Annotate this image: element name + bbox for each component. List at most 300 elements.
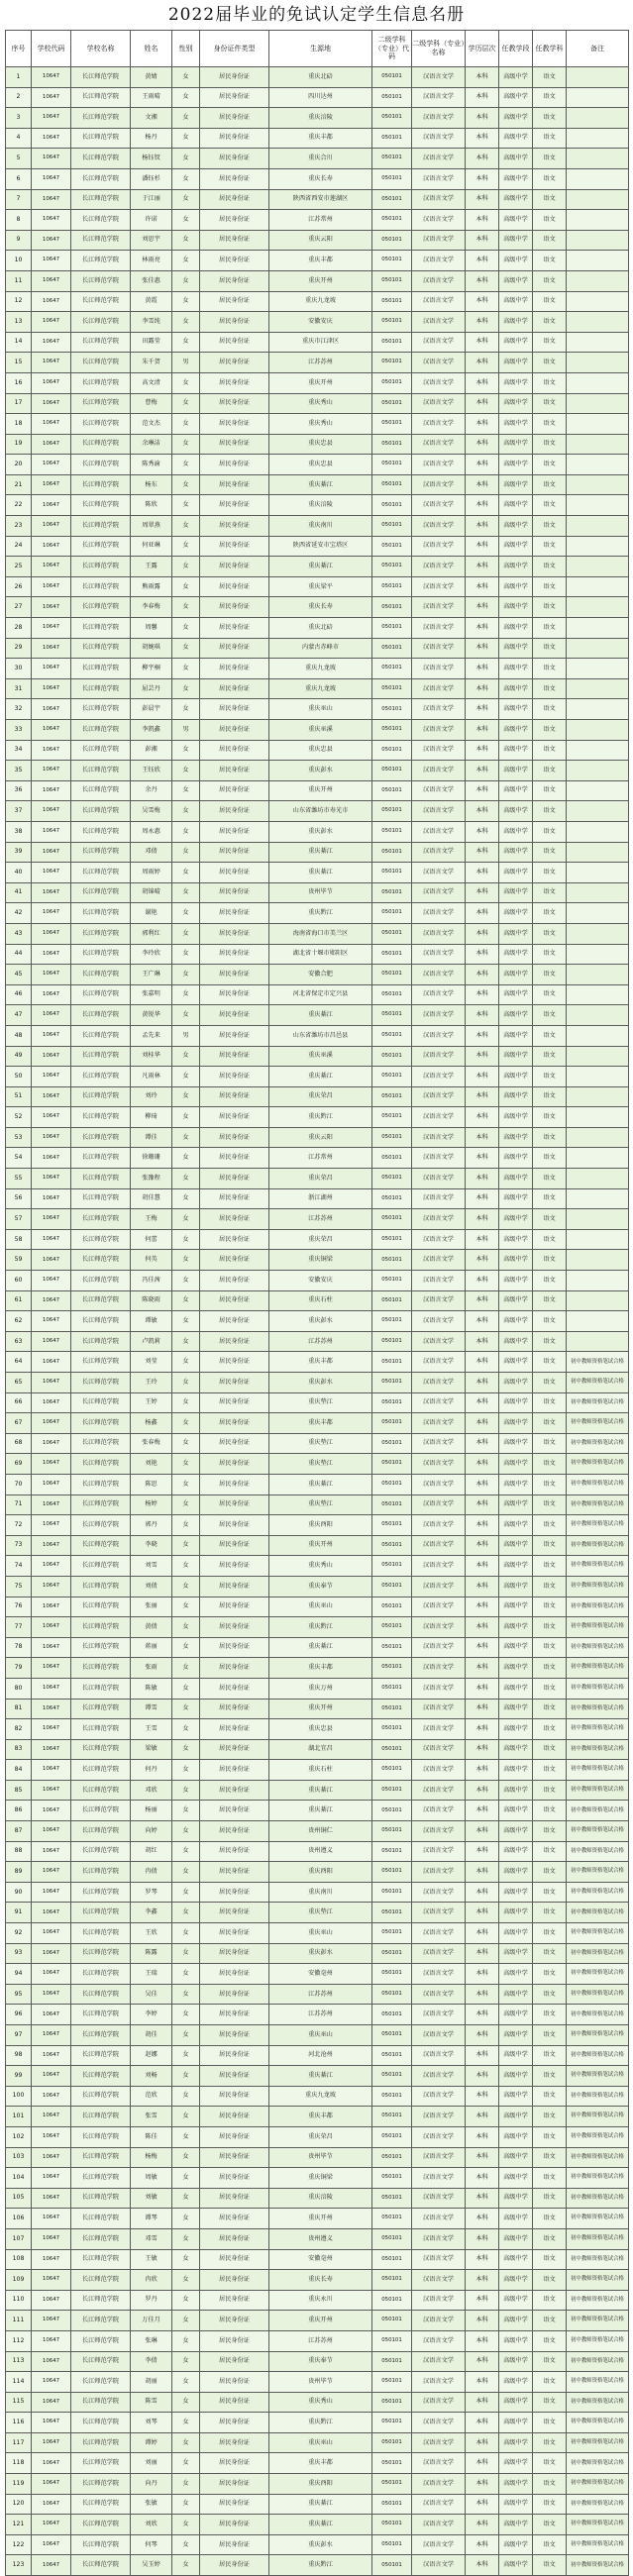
cell-name: 王瑞 (131, 1964, 172, 1985)
cell-major-code: 050101 (372, 944, 412, 965)
cell-school-name: 长江师范学院 (71, 270, 131, 291)
cell-major-code: 050101 (372, 1373, 412, 1393)
cell-teaching-level: 高级中学 (499, 1127, 533, 1148)
cell-name: 徐珊珊 (131, 1148, 172, 1169)
table-row (6, 108, 629, 129)
cell-major-code: 050101 (372, 903, 412, 924)
cell-gender: 女 (172, 557, 200, 577)
cell-id-type: 居民身份证 (200, 2005, 269, 2025)
cell-school-name: 长江师范学院 (71, 536, 131, 557)
cell-origin: 重庆綦江 (269, 842, 372, 863)
cell-school-name: 长江师范学院 (71, 1025, 131, 1046)
cell-school-name: 长江师范学院 (71, 557, 131, 577)
cell-origin: 重庆垫江 (269, 1903, 372, 1923)
cell-degree-level: 本科 (466, 1271, 499, 1291)
cell-teaching-subject: 语文 (533, 434, 567, 455)
cell-index: 71 (6, 1494, 32, 1515)
cell-major-name: 汉语言文学 (412, 2311, 466, 2331)
cell-gender: 女 (172, 1107, 200, 1128)
cell-major-name: 汉语言文学 (412, 618, 466, 639)
cell-id-type: 居民身份证 (200, 1086, 269, 1107)
cell-remarks (567, 842, 629, 863)
cell-remarks: 初中教师资格笔试合格 (567, 1658, 629, 1679)
cell-major-name: 汉语言文学 (412, 780, 466, 801)
cell-index: 81 (6, 1699, 32, 1719)
cell-id-type: 居民身份证 (200, 2413, 269, 2433)
cell-teaching-subject: 语文 (533, 516, 567, 537)
cell-teaching-subject: 语文 (533, 1699, 567, 1719)
cell-origin: 重庆巫山 (269, 1923, 372, 1944)
cell-major-code: 050101 (372, 659, 412, 679)
cell-school-name: 长江师范学院 (71, 2515, 131, 2535)
cell-name: 陈欣 (131, 495, 172, 516)
cell-origin: 重庆开州 (269, 372, 372, 393)
cell-school-name: 长江师范学院 (71, 67, 131, 88)
cell-major-name: 汉语言文学 (412, 944, 466, 965)
cell-degree-level: 本科 (466, 1923, 499, 1944)
cell-name: 向丹 (131, 2474, 172, 2495)
cell-gender: 女 (172, 903, 200, 924)
cell-major-name: 汉语言文学 (412, 1760, 466, 1781)
cell-index: 44 (6, 944, 32, 965)
cell-gender: 女 (172, 2168, 200, 2189)
cell-name: 张雪 (131, 2107, 172, 2127)
table-row (6, 1780, 629, 1801)
cell-gender: 女 (172, 455, 200, 475)
cell-degree-level: 本科 (466, 516, 499, 537)
cell-origin: 重庆开州 (269, 2311, 372, 2331)
cell-teaching-subject: 语文 (533, 393, 567, 414)
cell-id-type: 居民身份证 (200, 821, 269, 842)
cell-teaching-subject: 语文 (533, 1413, 567, 1434)
cell-teaching-subject: 语文 (533, 495, 567, 516)
cell-origin: 重庆彭水 (269, 1311, 372, 1332)
cell-major-name: 汉语言文学 (412, 2209, 466, 2229)
cell-degree-level: 本科 (466, 903, 499, 924)
cell-school-name: 长江师范学院 (71, 1067, 131, 1087)
cell-gender: 女 (172, 1637, 200, 1658)
cell-name: 胡红 (131, 1841, 172, 1862)
cell-major-name: 汉语言文学 (412, 168, 466, 189)
table-row (6, 2107, 629, 2127)
col-header-index: 序号 (6, 31, 32, 67)
cell-name: 柳琦 (131, 1107, 172, 1128)
cell-degree-level: 本科 (466, 1719, 499, 1740)
cell-teaching-subject: 语文 (533, 2249, 567, 2270)
cell-name: 李倩 (131, 2351, 172, 2372)
table-row (6, 128, 629, 149)
cell-school-code: 10647 (32, 1984, 71, 2005)
table-row (6, 2432, 629, 2453)
table-row (6, 1352, 629, 1373)
cell-id-type: 居民身份证 (200, 761, 269, 781)
cell-school-name: 长江师范学院 (71, 1086, 131, 1107)
cell-major-name: 汉语言文学 (412, 2392, 466, 2413)
cell-major-name: 汉语言文学 (412, 230, 466, 251)
cell-school-name: 长江师范学院 (71, 1454, 131, 1475)
cell-id-type: 居民身份证 (200, 597, 269, 618)
cell-degree-level: 本科 (466, 659, 499, 679)
cell-teaching-level: 高级中学 (499, 2249, 533, 2270)
cell-name: 曹梅 (131, 393, 172, 414)
cell-index: 34 (6, 740, 32, 761)
cell-teaching-subject: 语文 (533, 1943, 567, 1964)
cell-major-name: 汉语言文学 (412, 1413, 466, 1434)
cell-index: 99 (6, 2066, 32, 2087)
cell-remarks (567, 659, 629, 679)
cell-school-code: 10647 (32, 2107, 71, 2127)
cell-degree-level: 本科 (466, 699, 499, 720)
cell-name: 陈思 (131, 1474, 172, 1494)
cell-remarks (567, 923, 629, 944)
cell-origin: 贵州遵义 (269, 1841, 372, 1862)
cell-school-name: 长江师范学院 (71, 2066, 131, 2087)
table-row (6, 842, 629, 863)
cell-remarks: 初中教师资格笔试合格 (567, 1597, 629, 1617)
cell-id-type: 居民身份证 (200, 1229, 269, 1250)
cell-teaching-subject: 语文 (533, 821, 567, 842)
cell-school-code: 10647 (32, 1025, 71, 1046)
cell-major-name: 汉语言文学 (412, 1637, 466, 1658)
table-row (6, 944, 629, 965)
cell-id-type: 居民身份证 (200, 2209, 269, 2229)
cell-index: 68 (6, 1433, 32, 1454)
cell-school-code: 10647 (32, 1331, 71, 1352)
cell-school-name: 长江师范学院 (71, 474, 131, 495)
cell-id-type: 居民身份证 (200, 455, 269, 475)
cell-remarks: 初中教师资格笔试合格 (567, 1943, 629, 1964)
cell-index: 70 (6, 1474, 32, 1494)
cell-remarks: 初中教师资格笔试合格 (567, 2107, 629, 2127)
cell-origin: 重庆铜梁 (269, 1250, 372, 1271)
table-row (6, 1454, 629, 1475)
cell-id-type: 居民身份证 (200, 1841, 269, 1862)
col-header-major-name: 二级学科（专业）名称 (412, 31, 466, 67)
cell-index: 87 (6, 1821, 32, 1842)
cell-origin: 重庆綦江 (269, 1637, 372, 1658)
cell-teaching-subject: 语文 (533, 2311, 567, 2331)
cell-teaching-level: 高级中学 (499, 1025, 533, 1046)
cell-major-code: 050101 (372, 1760, 412, 1781)
cell-school-code: 10647 (32, 2209, 71, 2229)
cell-index: 83 (6, 1739, 32, 1760)
cell-origin: 重庆长寿 (269, 597, 372, 618)
cell-degree-level: 本科 (466, 2045, 499, 2066)
cell-id-type: 居民身份证 (200, 618, 269, 639)
cell-origin: 河北省保定市定兴县 (269, 984, 372, 1005)
cell-teaching-level: 高级中学 (499, 353, 533, 373)
cell-origin: 重庆秀山 (269, 393, 372, 414)
cell-teaching-level: 高级中学 (499, 2188, 533, 2209)
cell-gender: 女 (172, 1903, 200, 1923)
cell-gender: 女 (172, 230, 200, 251)
cell-degree-level: 本科 (466, 1801, 499, 1821)
cell-remarks: 初中教师资格笔试合格 (567, 2311, 629, 2331)
cell-major-name: 汉语言文学 (412, 1086, 466, 1107)
cell-origin: 重庆九龙坡 (269, 291, 372, 312)
cell-remarks (567, 87, 629, 108)
cell-origin: 重庆彭水 (269, 761, 372, 781)
cell-major-name: 汉语言文学 (412, 842, 466, 863)
cell-index: 80 (6, 1678, 32, 1699)
cell-gender: 女 (172, 332, 200, 353)
cell-major-name: 汉语言文学 (412, 108, 466, 129)
cell-id-type: 居民身份证 (200, 2228, 269, 2249)
cell-teaching-level: 高级中学 (499, 2534, 533, 2555)
cell-gender: 女 (172, 2249, 200, 2270)
cell-id-type: 居民身份证 (200, 1637, 269, 1658)
cell-school-code: 10647 (32, 87, 71, 108)
cell-origin: 江苏苏州 (269, 1331, 372, 1352)
cell-remarks (567, 699, 629, 720)
cell-school-code: 10647 (32, 1107, 71, 1128)
cell-name: 余琳洁 (131, 434, 172, 455)
cell-gender: 男 (172, 720, 200, 741)
cell-remarks (567, 597, 629, 618)
cell-name: 熊雨露 (131, 576, 172, 597)
table-row (6, 699, 629, 720)
cell-origin: 重庆长寿 (269, 168, 372, 189)
table-row (6, 1311, 629, 1332)
table-row (6, 1801, 629, 1821)
cell-id-type: 居民身份证 (200, 1597, 269, 1617)
cell-remarks: 初中教师资格笔试合格 (567, 2147, 629, 2168)
cell-school-code: 10647 (32, 2432, 71, 2453)
cell-remarks (567, 638, 629, 659)
cell-name: 何亚琳 (131, 536, 172, 557)
cell-name: 田露莹 (131, 332, 172, 353)
cell-index: 67 (6, 1413, 32, 1434)
cell-major-code: 050101 (372, 2107, 412, 2127)
cell-school-code: 10647 (32, 270, 71, 291)
cell-major-name: 汉语言文学 (412, 638, 466, 659)
cell-school-code: 10647 (32, 2270, 71, 2291)
table-row (6, 2209, 629, 2229)
cell-name: 李晓 (131, 1535, 172, 1556)
cell-degree-level: 本科 (466, 2168, 499, 2189)
cell-index: 121 (6, 2515, 32, 2535)
cell-origin: 重庆酉阳 (269, 1862, 372, 1883)
cell-origin: 重庆綦江 (269, 1801, 372, 1821)
table-row (6, 923, 629, 944)
cell-major-code: 050101 (372, 474, 412, 495)
table-row (6, 1494, 629, 1515)
cell-id-type: 居民身份证 (200, 2453, 269, 2474)
cell-index: 116 (6, 2413, 32, 2433)
cell-teaching-level: 高级中学 (499, 210, 533, 231)
cell-remarks: 初中教师资格笔试合格 (567, 2126, 629, 2147)
cell-teaching-level: 高级中学 (499, 1474, 533, 1494)
cell-school-name: 长江师范学院 (71, 2045, 131, 2066)
cell-index: 117 (6, 2432, 32, 2453)
cell-gender: 女 (172, 1290, 200, 1311)
cell-gender: 女 (172, 67, 200, 88)
cell-teaching-subject: 语文 (533, 1331, 567, 1352)
cell-degree-level: 本科 (466, 1984, 499, 2005)
cell-remarks (567, 108, 629, 129)
cell-teaching-level: 高级中学 (499, 1169, 533, 1189)
cell-origin: 重庆奉节 (269, 2351, 372, 2372)
cell-teaching-level: 高级中学 (499, 1148, 533, 1169)
table-row (6, 1413, 629, 1434)
cell-major-name: 汉语言文学 (412, 1494, 466, 1515)
cell-major-code: 050101 (372, 455, 412, 475)
cell-remarks: 初中教师资格笔试合格 (567, 2005, 629, 2025)
cell-degree-level: 本科 (466, 923, 499, 944)
cell-school-code: 10647 (32, 2392, 71, 2413)
cell-teaching-subject: 语文 (533, 923, 567, 944)
cell-major-code: 050101 (372, 210, 412, 231)
cell-teaching-level: 高级中学 (499, 2351, 533, 2372)
cell-remarks: 初中教师资格笔试合格 (567, 1373, 629, 1393)
cell-school-name: 长江师范学院 (71, 638, 131, 659)
cell-index: 54 (6, 1148, 32, 1169)
cell-index: 105 (6, 2188, 32, 2209)
cell-gender: 女 (172, 1678, 200, 1699)
cell-gender: 女 (172, 1209, 200, 1230)
cell-degree-level: 本科 (466, 1576, 499, 1597)
cell-id-type: 居民身份证 (200, 2107, 269, 2127)
cell-major-name: 汉语言文学 (412, 761, 466, 781)
cell-major-name: 汉语言文学 (412, 1862, 466, 1883)
cell-origin: 重庆巫山 (269, 699, 372, 720)
cell-origin: 重庆涪陵 (269, 2188, 372, 2209)
cell-gender: 女 (172, 2005, 200, 2025)
cell-gender: 女 (172, 1719, 200, 1740)
cell-gender: 女 (172, 2494, 200, 2515)
cell-gender: 女 (172, 1046, 200, 1067)
cell-major-code: 050101 (372, 128, 412, 149)
cell-teaching-level: 高级中学 (499, 2494, 533, 2515)
cell-degree-level: 本科 (466, 576, 499, 597)
cell-remarks: 初中教师资格笔试合格 (567, 2372, 629, 2393)
cell-remarks: 初中教师资格笔试合格 (567, 2066, 629, 2087)
cell-remarks (567, 984, 629, 1005)
cell-origin: 安徽安庆 (269, 1271, 372, 1291)
cell-index: 119 (6, 2474, 32, 2495)
cell-remarks (567, 1148, 629, 1169)
cell-index: 74 (6, 1556, 32, 1577)
cell-gender: 女 (172, 1271, 200, 1291)
cell-major-name: 汉语言文学 (412, 189, 466, 210)
cell-origin: 江苏苏州 (269, 2330, 372, 2351)
cell-gender: 女 (172, 944, 200, 965)
cell-origin: 重庆忠县 (269, 455, 372, 475)
cell-id-type: 居民身份证 (200, 1760, 269, 1781)
cell-degree-level: 本科 (466, 2107, 499, 2127)
cell-teaching-level: 高级中学 (499, 1494, 533, 1515)
cell-index: 111 (6, 2311, 32, 2331)
cell-degree-level: 本科 (466, 2311, 499, 2331)
cell-major-name: 汉语言文学 (412, 1964, 466, 1985)
cell-school-code: 10647 (32, 2045, 71, 2066)
table-row (6, 1658, 629, 1679)
cell-degree-level: 本科 (466, 821, 499, 842)
cell-school-name: 长江师范学院 (71, 1617, 131, 1638)
cell-school-name: 长江师范学院 (71, 1392, 131, 1413)
cell-origin: 重庆巫山 (269, 2025, 372, 2046)
cell-origin: 重庆綦江 (269, 2515, 372, 2535)
cell-school-code: 10647 (32, 455, 71, 475)
cell-school-code: 10647 (32, 2494, 71, 2515)
cell-id-type: 居民身份证 (200, 2392, 269, 2413)
cell-school-code: 10647 (32, 659, 71, 679)
table-row (6, 1474, 629, 1494)
cell-id-type: 居民身份证 (200, 2066, 269, 2087)
cell-school-code: 10647 (32, 516, 71, 537)
cell-school-name: 长江师范学院 (71, 1964, 131, 1985)
cell-major-name: 汉语言文学 (412, 312, 466, 333)
cell-gender: 女 (172, 536, 200, 557)
cell-major-name: 汉语言文学 (412, 863, 466, 883)
cell-school-name: 长江师范学院 (71, 1148, 131, 1169)
cell-index: 39 (6, 842, 32, 863)
cell-degree-level: 本科 (466, 2290, 499, 2311)
cell-school-name: 长江师范学院 (71, 1046, 131, 1067)
cell-school-name: 长江师范学院 (71, 2330, 131, 2351)
cell-degree-level: 本科 (466, 1515, 499, 1536)
cell-id-type: 居民身份证 (200, 1005, 269, 1026)
cell-major-code: 050101 (372, 2392, 412, 2413)
cell-index: 43 (6, 923, 32, 944)
cell-teaching-level: 高级中学 (499, 618, 533, 639)
cell-origin: 重庆垫江 (269, 1454, 372, 1475)
cell-major-name: 汉语言文学 (412, 1373, 466, 1393)
cell-major-code: 050101 (372, 536, 412, 557)
cell-remarks (567, 557, 629, 577)
cell-origin: 重庆垫江 (269, 1494, 372, 1515)
cell-major-name: 汉语言文学 (412, 2351, 466, 2372)
cell-major-name: 汉语言文学 (412, 2045, 466, 2066)
cell-name: 刘艳 (131, 1454, 172, 1475)
cell-name: 胡佳 (131, 2025, 172, 2046)
cell-teaching-subject: 语文 (533, 87, 567, 108)
cell-gender: 男 (172, 353, 200, 373)
cell-id-type: 居民身份证 (200, 2372, 269, 2393)
cell-teaching-level: 高级中学 (499, 1311, 533, 1332)
cell-teaching-level: 高级中学 (499, 516, 533, 537)
cell-index: 20 (6, 455, 32, 475)
cell-remarks: 初中教师资格笔试合格 (567, 2392, 629, 2413)
cell-name: 谭雪 (131, 1699, 172, 1719)
cell-school-code: 10647 (32, 230, 71, 251)
cell-major-name: 汉语言文学 (412, 1597, 466, 1617)
cell-remarks: 初中教师资格笔试合格 (567, 2270, 629, 2291)
cell-remarks (567, 455, 629, 475)
cell-id-type: 居民身份证 (200, 495, 269, 516)
cell-origin: 重庆巫山 (269, 1597, 372, 1617)
cell-school-name: 长江师范学院 (71, 1005, 131, 1026)
cell-school-name: 长江师范学院 (71, 1576, 131, 1597)
cell-school-code: 10647 (32, 2126, 71, 2147)
cell-index: 106 (6, 2209, 32, 2229)
cell-name: 郭丹 (131, 1515, 172, 1536)
cell-origin: 重庆秀山 (269, 1556, 372, 1577)
cell-major-name: 汉语言文学 (412, 495, 466, 516)
cell-school-name: 长江师范学院 (71, 699, 131, 720)
cell-degree-level: 本科 (466, 332, 499, 353)
cell-name: 陈晓雨 (131, 1290, 172, 1311)
cell-gender: 女 (172, 516, 200, 537)
cell-major-code: 050101 (372, 414, 412, 435)
cell-school-code: 10647 (32, 353, 71, 373)
cell-teaching-subject: 语文 (533, 1086, 567, 1107)
cell-school-name: 长江师范学院 (71, 1841, 131, 1862)
cell-origin: 重庆忠县 (269, 434, 372, 455)
cell-teaching-subject: 语文 (533, 1923, 567, 1944)
cell-major-code: 050101 (372, 2432, 412, 2453)
cell-major-code: 050101 (372, 1923, 412, 1944)
